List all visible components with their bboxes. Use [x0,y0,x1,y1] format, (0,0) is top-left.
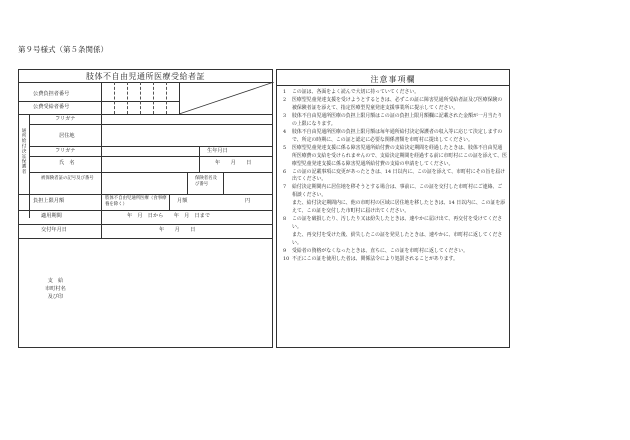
recipient-number-label: 公費受給者番号 [33,104,70,110]
row-divider [29,172,272,173]
insurer-label: 保険者名及び番号 [195,176,217,187]
notes-panel [276,69,510,348]
notes-list [283,89,507,264]
guardian-section-label: 通所給付決定保護者 [21,128,26,174]
insurer-column-edge [187,172,188,194]
payer-number-label: 公費負担者番号 [33,91,70,97]
limit-label: 負担上限月額 [33,198,65,204]
note-text: 不正にこの証を使用した者は、関係法令により処罰されることがあります。 [292,256,458,263]
row-divider [29,156,272,157]
digit-divider [153,82,154,114]
note-number: 3 [283,112,287,119]
section-edge [29,114,30,218]
note-number: 2 [283,96,287,103]
row-divider [19,194,272,195]
note-text: この証は、各面をよく読んで大切に持っていてください。 [292,89,420,95]
row-divider [19,101,179,102]
birthdate-label: 生年月日 [207,148,228,154]
note-text: 医療型児童発達支援を受けようとするときは、必ずこの証に障害児通所受給者証及び医療保険の被保険者証を添えて、指定医療型児童発達支援事業所に提示してください。 [292,96,503,111]
note-item [283,184,507,200]
note-text: 肢体不自由児通所医療の負担上限月額は毎年通所給付決定保護者の収入等に応じて決定しますので、所定の時期に、この証と認定に必要な関係書類を市町村に提出してください。 [292,128,503,143]
certificate-title: 肢体不自由児通所医療受給者証 [86,72,205,81]
yen-label: 円 [245,198,251,204]
note-text: 給付決定期間内に居住地を移そうとする場合は、事前に、この証を交付した市町村にご連絡、ご相談ください。 [292,184,503,199]
note-text: また、再交付を受けた後、紛失したこの証を発見したときは、速やかに、市町村に返してください。 [292,232,503,247]
issue-date-value: 年 月 日 [159,227,196,233]
note-text: この証の記載事項に変更があったときは、14 日以内に、この証を添えて、市町村にその旨を届け出てください。 [292,168,506,183]
insurance-card-label: 被保険者証の記号及び番号 [41,176,94,181]
issue-date-label: 交付年月日 [41,227,67,233]
note-number: 8 [283,216,287,223]
note-item [283,256,507,264]
payer-municipality-stamp-label: 支 給 市町村名 及び印 [45,278,66,300]
note-item [283,169,507,185]
note-item [283,113,507,129]
note-number: 9 [283,248,287,255]
note-item [283,89,507,97]
note-item [283,216,507,232]
note-number: 6 [283,168,287,175]
digit-divider [140,82,141,114]
note-text: この証を破損したり、汚したり又は紛失したときは、速やかに届け出て、再交付を受けてください。 [292,216,503,231]
note-number [283,232,292,248]
note-number: 4 [283,128,287,135]
address-label: 居住地 [59,133,75,139]
notes-title-divider [277,85,509,86]
row-divider [19,210,272,211]
note-item [283,97,507,113]
row-divider [19,114,272,115]
note-text: 肢体不自由児通所医療の負担上限月額はこの証の負担上限月額欄に記載された金額が一月当たりの上限になります。 [292,112,503,127]
note-number: 10 [283,256,290,263]
row-divider [29,146,272,147]
row-divider [19,238,272,239]
note-text: 受給者の資格がなくなったときは、直ちに、この証を市町村に返してください。 [292,248,469,255]
note-item [283,145,507,169]
blank-cell-diagonal [179,82,274,114]
note-item [283,200,507,216]
limit-column-edge [169,194,170,210]
label-column-edge [101,194,102,238]
note-number: 5 [283,144,287,151]
note-text: 医療型児童発達支援に係る障害児通所給付費の支給決定期間を経過したときは、肢体不自由児通所医療費の支給を受けられませんので、支給決定期間を経過する前に市町村にこの証を添えて、医療型児童発達支援に係る障害児通所給付費の支給の申請をしてください。 [292,144,507,167]
digit-divider [166,82,167,114]
furigana-label: フリガナ [55,116,76,122]
certificate-panel [18,69,273,348]
note-number [283,200,292,216]
insurer-column-edge [223,172,224,194]
period-value: 年 月 日から 年 月 日まで [127,213,211,219]
number-grid-edge [101,82,102,114]
note-number: 7 [283,184,287,191]
monthly-label: 月額 [177,198,188,204]
note-item [283,248,507,256]
birthdate-column-edge [199,146,200,172]
digit-divider [114,82,115,114]
furigana-label-2: フリガナ [55,148,76,154]
name-label: 氏 名 [59,160,75,166]
row-divider [29,124,272,125]
row-divider [19,224,272,225]
note-item [283,232,507,248]
digit-divider [127,82,128,114]
note-item [283,129,507,145]
medical-limit-label: 肢体不自由児通所医療（食事療養を除く） [105,196,167,207]
note-number: 1 [283,89,287,95]
notes-title: 注意事項欄 [370,75,416,84]
note-text: また、給付決定期間内に、他の市町村の区域に居住地を移したときは、14 日以内に、この証を添えて、この証を交付した市町村に届け出てください。 [292,200,506,215]
period-label: 適用期間 [41,213,62,219]
birthdate-value: 年 月 日 [215,160,252,166]
form-number: 第９号様式（第５条関係） [18,45,108,54]
